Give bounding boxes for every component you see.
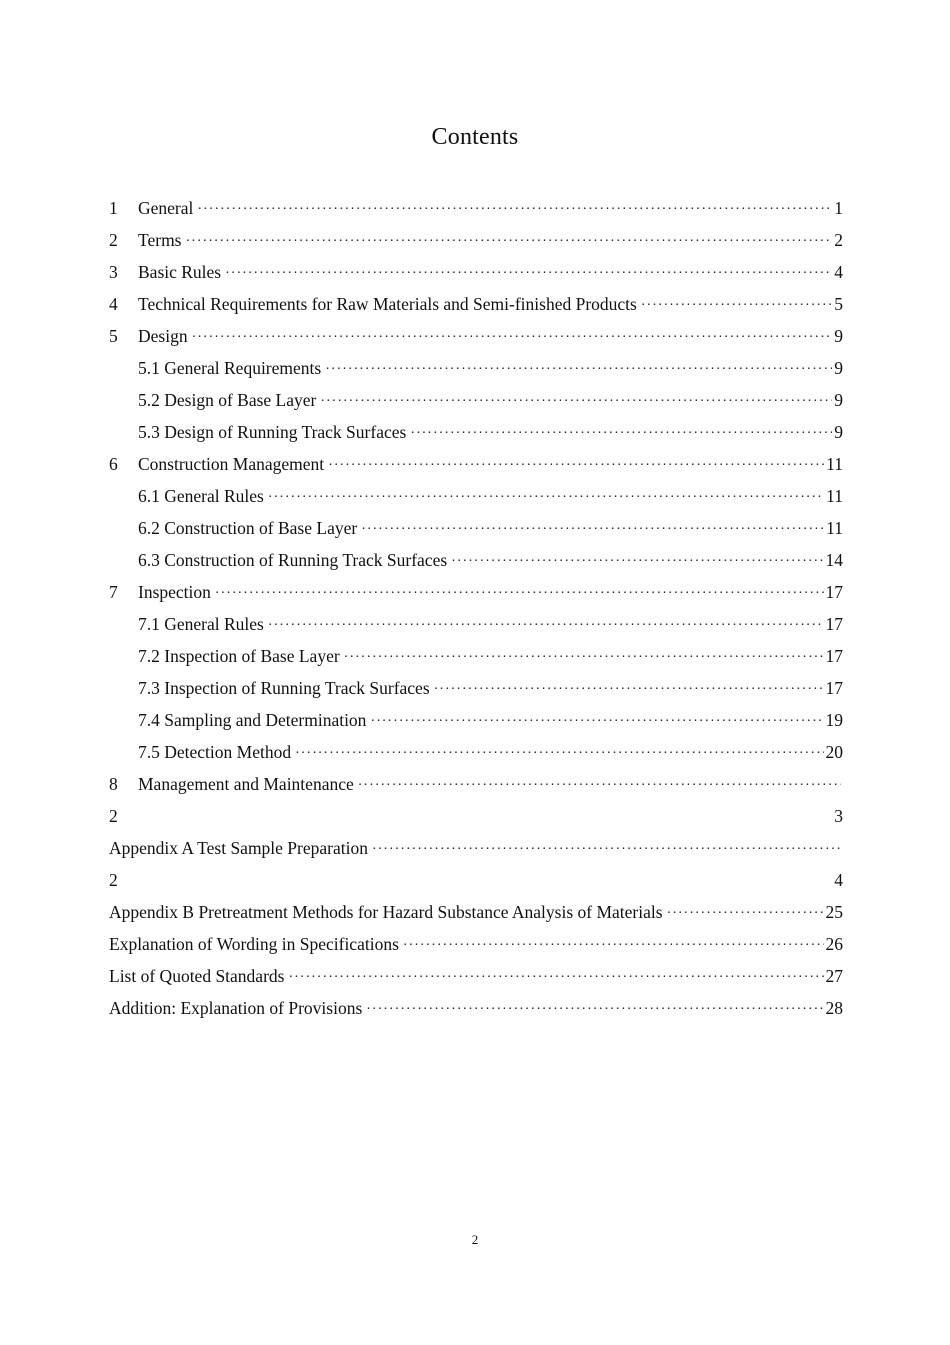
toc-entry[interactable] [109,576,843,608]
dot-leader [328,450,824,482]
toc-entry-label: 5.2 Design of Base Layer [138,390,317,410]
toc-entry-number: 1 [109,198,118,218]
toc-entry[interactable] [109,288,843,320]
toc-entry-page: 20 [825,742,843,762]
dot-leader [434,674,824,706]
toc-entry-label: 7.4 Sampling and Determination [138,710,367,730]
toc-entry-page: 9 [834,390,843,410]
toc-entry-page: 1 [834,198,843,218]
toc-entry-page-wrap [109,864,843,896]
dot-leader [403,930,824,962]
dot-leader [295,738,823,770]
toc-appendix-entry[interactable] [109,960,843,992]
toc-entry-page: 14 [825,550,843,570]
toc-entry-label: 5.1 General Requirements [138,358,322,378]
dot-leader [370,706,823,738]
toc-entry-number: 5 [109,326,118,346]
toc-subentry[interactable] [109,672,843,704]
toc-entry-page: 11 [826,486,843,506]
toc-entry-page: 11 [826,454,843,474]
toc-subentry[interactable] [109,544,843,576]
toc-entry-page: 5 [834,294,843,314]
toc-entry-page: 2 [834,230,843,250]
toc-entry-label: List of Quoted Standards [109,966,285,986]
dot-leader [197,194,832,226]
toc-entry-page-wrap [109,800,843,832]
toc-entry-number: 3 [109,262,118,282]
toc-entry-page: 27 [825,966,843,986]
dot-leader [268,482,824,514]
toc-subentry[interactable] [109,384,843,416]
toc-entry-label: 6.3 Construction of Running Track Surfaces [138,550,448,570]
dot-leader [320,386,832,418]
dot-leader [667,898,824,930]
toc-entry-label: Basic Rules [138,262,222,282]
toc-entry-label: 7.1 General Rules [138,614,264,634]
toc-entry-label: Addition: Explanation of Provisions [109,998,363,1018]
dot-leader [344,642,824,674]
toc-entry-label: 6.1 General Rules [138,486,264,506]
toc-entry-label: Management and Maintenance [138,774,354,794]
dot-leader [451,546,823,578]
toc-entry-page: 4 [834,262,843,282]
toc-entry-page: 19 [825,710,843,730]
dot-leader [410,418,832,450]
toc-entry[interactable] [109,448,843,480]
dot-leader [186,226,833,258]
toc-appendix-entry[interactable] [109,896,843,928]
toc-entry-page: 11 [826,518,843,538]
dot-leader [366,994,823,1026]
toc-entry-page: 17 [825,582,843,602]
toc-entry-page: 9 [834,358,843,378]
toc-entry-number: 8 [109,774,118,794]
toc-entry[interactable] [109,224,843,256]
toc-entry-label: Terms [138,230,182,250]
toc-subentry[interactable] [109,512,843,544]
toc-entry[interactable] [109,768,843,800]
toc-entry-label: Inspection [138,582,211,602]
toc-entry-label: 7.3 Inspection of Running Track Surfaces [138,678,430,698]
toc-entry-label: Appendix A Test Sample Preparation [109,838,368,858]
toc-subentry[interactable] [109,416,843,448]
toc-entry-page-part: 2 [109,806,118,826]
toc-entry-number: 4 [109,294,118,314]
dot-leader [192,322,833,354]
toc-subentry[interactable] [109,352,843,384]
page-number: 2 [471,1232,479,1247]
toc-entry-label: 6.2 Construction of Base Layer [138,518,358,538]
toc-entry-page: 9 [834,422,843,442]
toc-appendix-entry[interactable] [109,992,843,1024]
toc-entry[interactable] [109,320,843,352]
toc-entry-page-part: 4 [834,870,843,890]
toc-appendix-entry[interactable] [109,928,843,960]
dot-leader [641,290,832,322]
dot-leader [361,514,824,546]
toc-entry-page: 25 [825,902,843,922]
toc-entry-page-part: 2 [109,870,118,890]
dot-leader [288,962,823,994]
page-title: Contents [431,124,519,150]
toc-entry-label: Explanation of Wording in Specifications [109,934,399,954]
toc-subentry[interactable] [109,640,843,672]
toc-entry-page: 17 [825,678,843,698]
toc-subentry[interactable] [109,480,843,512]
toc-entry-page: 17 [825,646,843,666]
toc-entry-number: 6 [109,454,118,474]
toc-entry-number: 2 [109,230,118,250]
toc-entry-number: 7 [109,582,118,602]
toc-appendix-entry[interactable] [109,832,843,864]
toc-entry-page-part: 3 [834,806,843,826]
dot-leader [372,834,841,866]
toc-entry-label: 7.5 Detection Method [138,742,292,762]
toc-entry-page: 26 [825,934,843,954]
toc-entry[interactable] [109,192,843,224]
dot-leader [325,354,832,386]
toc-subentry[interactable] [109,704,843,736]
toc-entry-label: Technical Requirements for Raw Materials and Semi-finished Products [138,294,637,314]
toc-entry-page: 17 [825,614,843,634]
toc-subentry[interactable] [109,736,843,768]
toc-subentry[interactable] [109,608,843,640]
dot-leader [358,770,841,802]
dot-leader [268,610,824,642]
table-of-contents [109,192,843,1024]
toc-entry-label: 7.2 Inspection of Base Layer [138,646,340,666]
toc-entry-label: 5.3 Design of Running Track Surfaces [138,422,407,442]
dot-leader [225,258,832,290]
toc-entry-label: Appendix B Pretreatment Methods for Hazard Substance Analysis of Materials [109,902,663,922]
toc-entry-page: 9 [834,326,843,346]
toc-entry-page: 28 [825,998,843,1018]
toc-entry-label: Construction Management [138,454,325,474]
toc-entry-label: Design [138,326,188,346]
dot-leader [215,578,824,610]
toc-entry[interactable] [109,256,843,288]
toc-entry-label: General [138,198,194,218]
